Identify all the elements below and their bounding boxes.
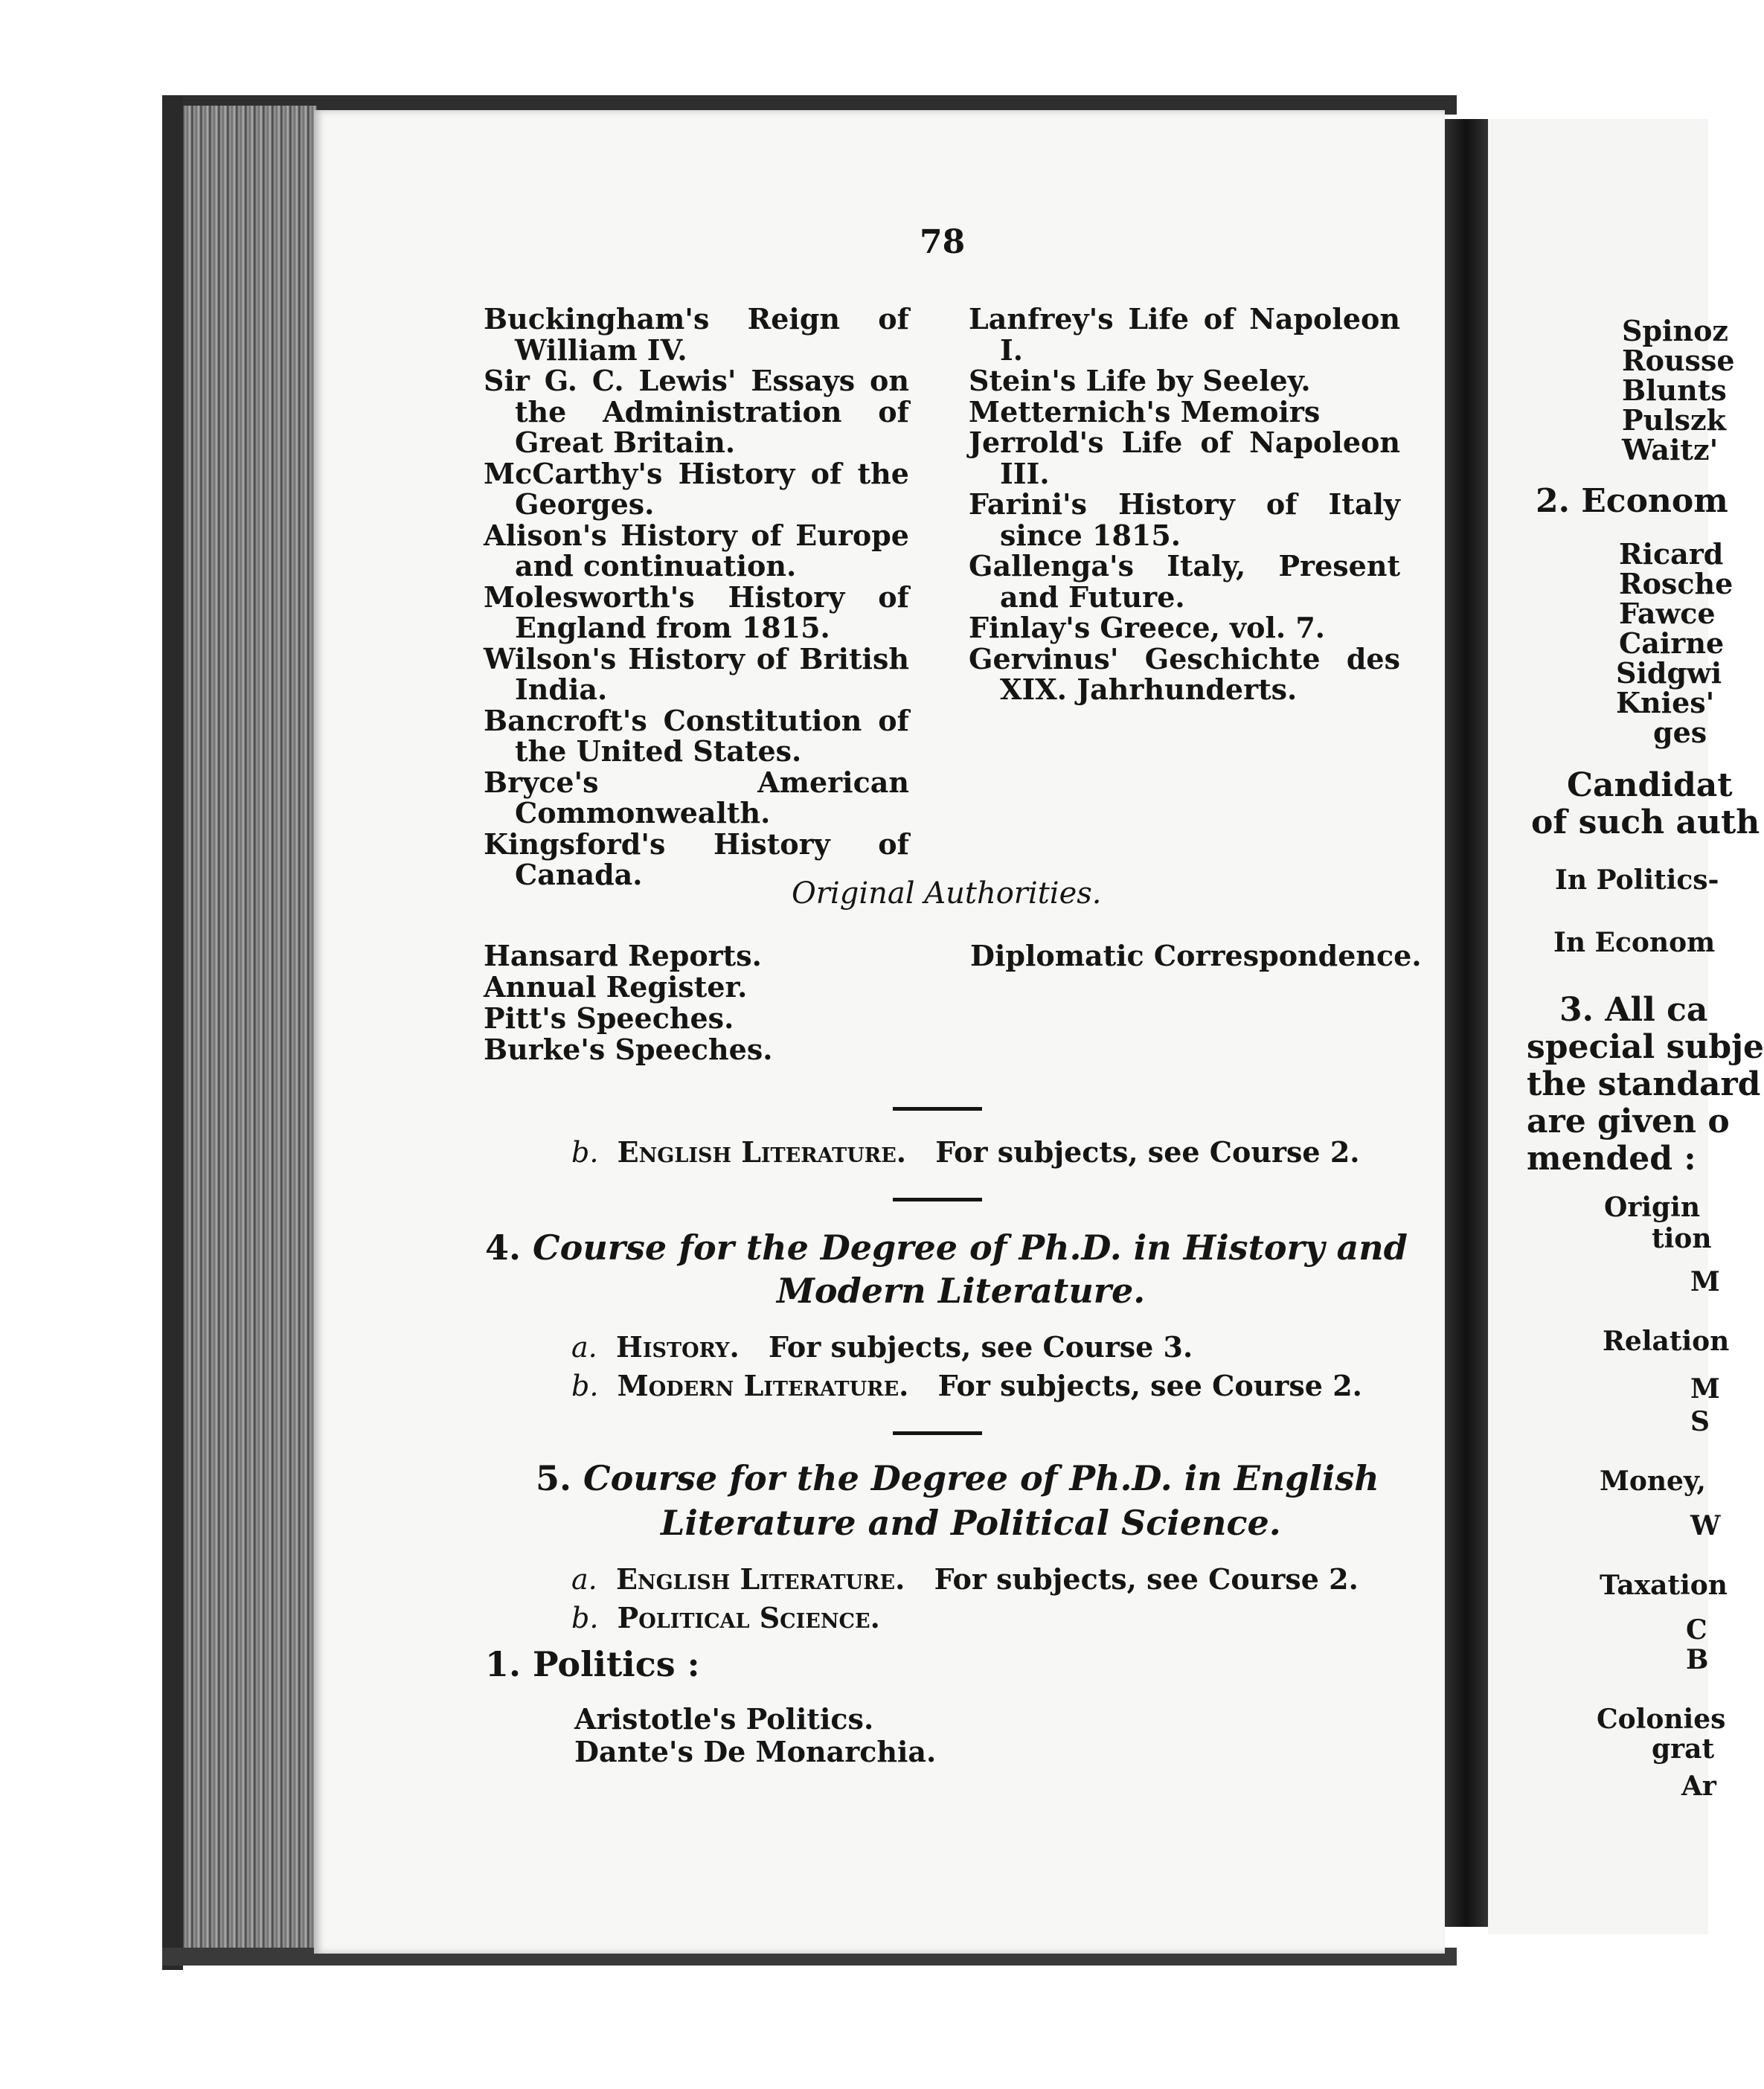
bib-entry: Stein's Life by Seeley. <box>969 364 1311 397</box>
bib-entry: Bryce's American Commonwealth. <box>484 765 909 829</box>
course5-title: Course for the Degree of Ph.D. in English <box>583 1458 1379 1498</box>
right-page-text: grat <box>1652 1733 1715 1765</box>
bib-entry: Farini's History of Italy since 1815. <box>969 487 1400 552</box>
right-page-text: S <box>1690 1406 1710 1437</box>
right-page-text: M <box>1690 1373 1720 1405</box>
course4-number: 4. <box>485 1228 522 1268</box>
book-spine-edge <box>162 95 183 1970</box>
course4-title-line1 <box>485 1228 1408 1268</box>
right-page-text: Relation <box>1603 1326 1730 1357</box>
politics-heading: 1. Politics : <box>485 1644 700 1684</box>
item-label: History. <box>615 1330 740 1364</box>
course4-title: Course for the Degree of Ph.D. in History and <box>533 1228 1408 1268</box>
right-page-text: ges <box>1653 716 1707 749</box>
authority-item: Burke's Speeches. <box>484 1033 773 1066</box>
item-text: For subjects, see Course 3. <box>768 1330 1193 1364</box>
bib-entry: Gallenga's Italy, Present and Future. <box>969 549 1400 614</box>
item-letter: a. <box>571 1563 597 1596</box>
english-literature-line <box>571 1137 1360 1168</box>
bib-entry: Kingsford's History of Canada. <box>484 827 909 891</box>
course4-item-b <box>571 1370 1362 1402</box>
item-text: For subjects, see Course 2. <box>937 1369 1362 1402</box>
right-page-text: In Politics- <box>1555 864 1719 896</box>
section-rule <box>893 1431 982 1435</box>
right-page-heading: 2. Econom <box>1536 482 1728 520</box>
right-page-text: Rosche <box>1619 567 1733 600</box>
course5-item-b <box>571 1602 880 1634</box>
right-page-text: W <box>1690 1510 1721 1541</box>
right-page-fragment <box>1488 119 1764 1934</box>
course4-title-line2: Modern Literature. <box>777 1271 1146 1311</box>
course4-item-a <box>571 1332 1193 1363</box>
right-page-text: Knies' <box>1616 686 1715 719</box>
item-label: English Literature. <box>617 1135 907 1169</box>
item-text: For subjects, see Course 2. <box>935 1135 1360 1169</box>
book-gutter <box>1445 119 1488 1927</box>
right-page-text: of such auth <box>1531 803 1760 841</box>
right-page-text: In Econom <box>1553 927 1716 958</box>
bibliography-left-column <box>484 304 909 891</box>
right-page-text: are given o <box>1527 1103 1730 1140</box>
right-page-text: C <box>1686 1614 1707 1646</box>
bib-entry: Jerrold's Life of Napoleon III. <box>969 426 1400 490</box>
course5-item-a <box>571 1564 1359 1595</box>
item-letter: b. <box>571 1370 599 1402</box>
right-page-text: Cairne <box>1619 626 1725 660</box>
right-page-text: B <box>1686 1644 1709 1675</box>
right-page-text: Pulszk <box>1622 403 1726 437</box>
authority-item: Hansard Reports. <box>484 939 762 972</box>
right-page-text: mended : <box>1527 1140 1696 1178</box>
right-page-text: Taxation <box>1600 1570 1728 1601</box>
item-label: Modern Literature. <box>617 1369 909 1402</box>
right-page-text: Origin <box>1604 1192 1701 1223</box>
bib-entry: McCarthy's History of the Georges. <box>484 456 909 521</box>
course5-title-line1 <box>536 1458 1379 1498</box>
course5-title-line2: Literature and Political Science. <box>661 1503 1281 1543</box>
bib-entry: Bancroft's Constitution of the United States. <box>484 703 909 768</box>
authority-item: Diplomatic Correspondence. <box>970 939 1422 972</box>
right-page-text: Colonies <box>1597 1704 1726 1735</box>
bib-entry: Buckingham's Reign of William IV. <box>484 302 909 367</box>
bib-entry: Molesworth's History of England from 1815. <box>484 580 909 644</box>
course5-number: 5. <box>536 1458 572 1498</box>
section-rule <box>893 1198 982 1201</box>
bib-entry: Gervinus' Geschichte des XIX. Jahrhunderts. <box>969 641 1400 706</box>
right-page-text: the standard <box>1527 1065 1761 1103</box>
right-page-text: 3. All ca <box>1559 991 1708 1029</box>
authority-item: Pitt's Speeches. <box>484 1001 734 1035</box>
page-stack-edge <box>183 106 317 1948</box>
right-page-text: Money, <box>1600 1466 1706 1497</box>
bib-entry: Lanfrey's Life of Napoleon I. <box>969 302 1400 367</box>
right-page-text: Spinoz <box>1622 314 1729 347</box>
authority-item: Annual Register. <box>484 970 748 1004</box>
original-authorities-heading: Original Authorities. <box>792 876 1102 911</box>
section-rule <box>893 1107 982 1111</box>
right-page-text: M <box>1690 1266 1720 1297</box>
right-page-text: Ricard <box>1619 537 1724 571</box>
right-page-text: special subje <box>1527 1028 1764 1066</box>
item-label: Political Science. <box>617 1601 880 1634</box>
right-page-text: Candidat <box>1567 766 1733 804</box>
right-page-text: Fawce <box>1619 597 1716 630</box>
politics-item: Dante's De Monarchia. <box>574 1735 937 1768</box>
right-page-text: tion <box>1652 1223 1712 1254</box>
item-letter: b. <box>571 1136 599 1169</box>
item-label: English Literature. <box>615 1562 905 1596</box>
bibliography-right-column <box>969 304 1400 705</box>
item-letter: b. <box>571 1602 599 1634</box>
bib-entry: Alison's History of Europe and continuation. <box>484 518 909 583</box>
page-number: 78 <box>920 223 966 261</box>
bib-entry: Metternich's Memoirs <box>969 394 1321 429</box>
item-text: For subjects, see Course 2. <box>934 1562 1359 1596</box>
right-page-text: Blunts <box>1622 373 1727 407</box>
right-page-text: Rousse <box>1622 344 1735 377</box>
right-page-text: Waitz' <box>1622 433 1719 466</box>
bib-entry: Wilson's History of British India. <box>484 641 909 706</box>
bib-entry: Sir G. C. Lewis' Essays on the Administration of Great Britain. <box>484 364 909 459</box>
right-page-text: Ar <box>1681 1771 1716 1802</box>
politics-item: Aristotle's Politics. <box>574 1702 874 1736</box>
bib-entry: Finlay's Greece, vol. 7. <box>969 611 1326 644</box>
right-page-text: Sidgwi <box>1616 656 1722 690</box>
item-letter: a. <box>571 1331 597 1364</box>
